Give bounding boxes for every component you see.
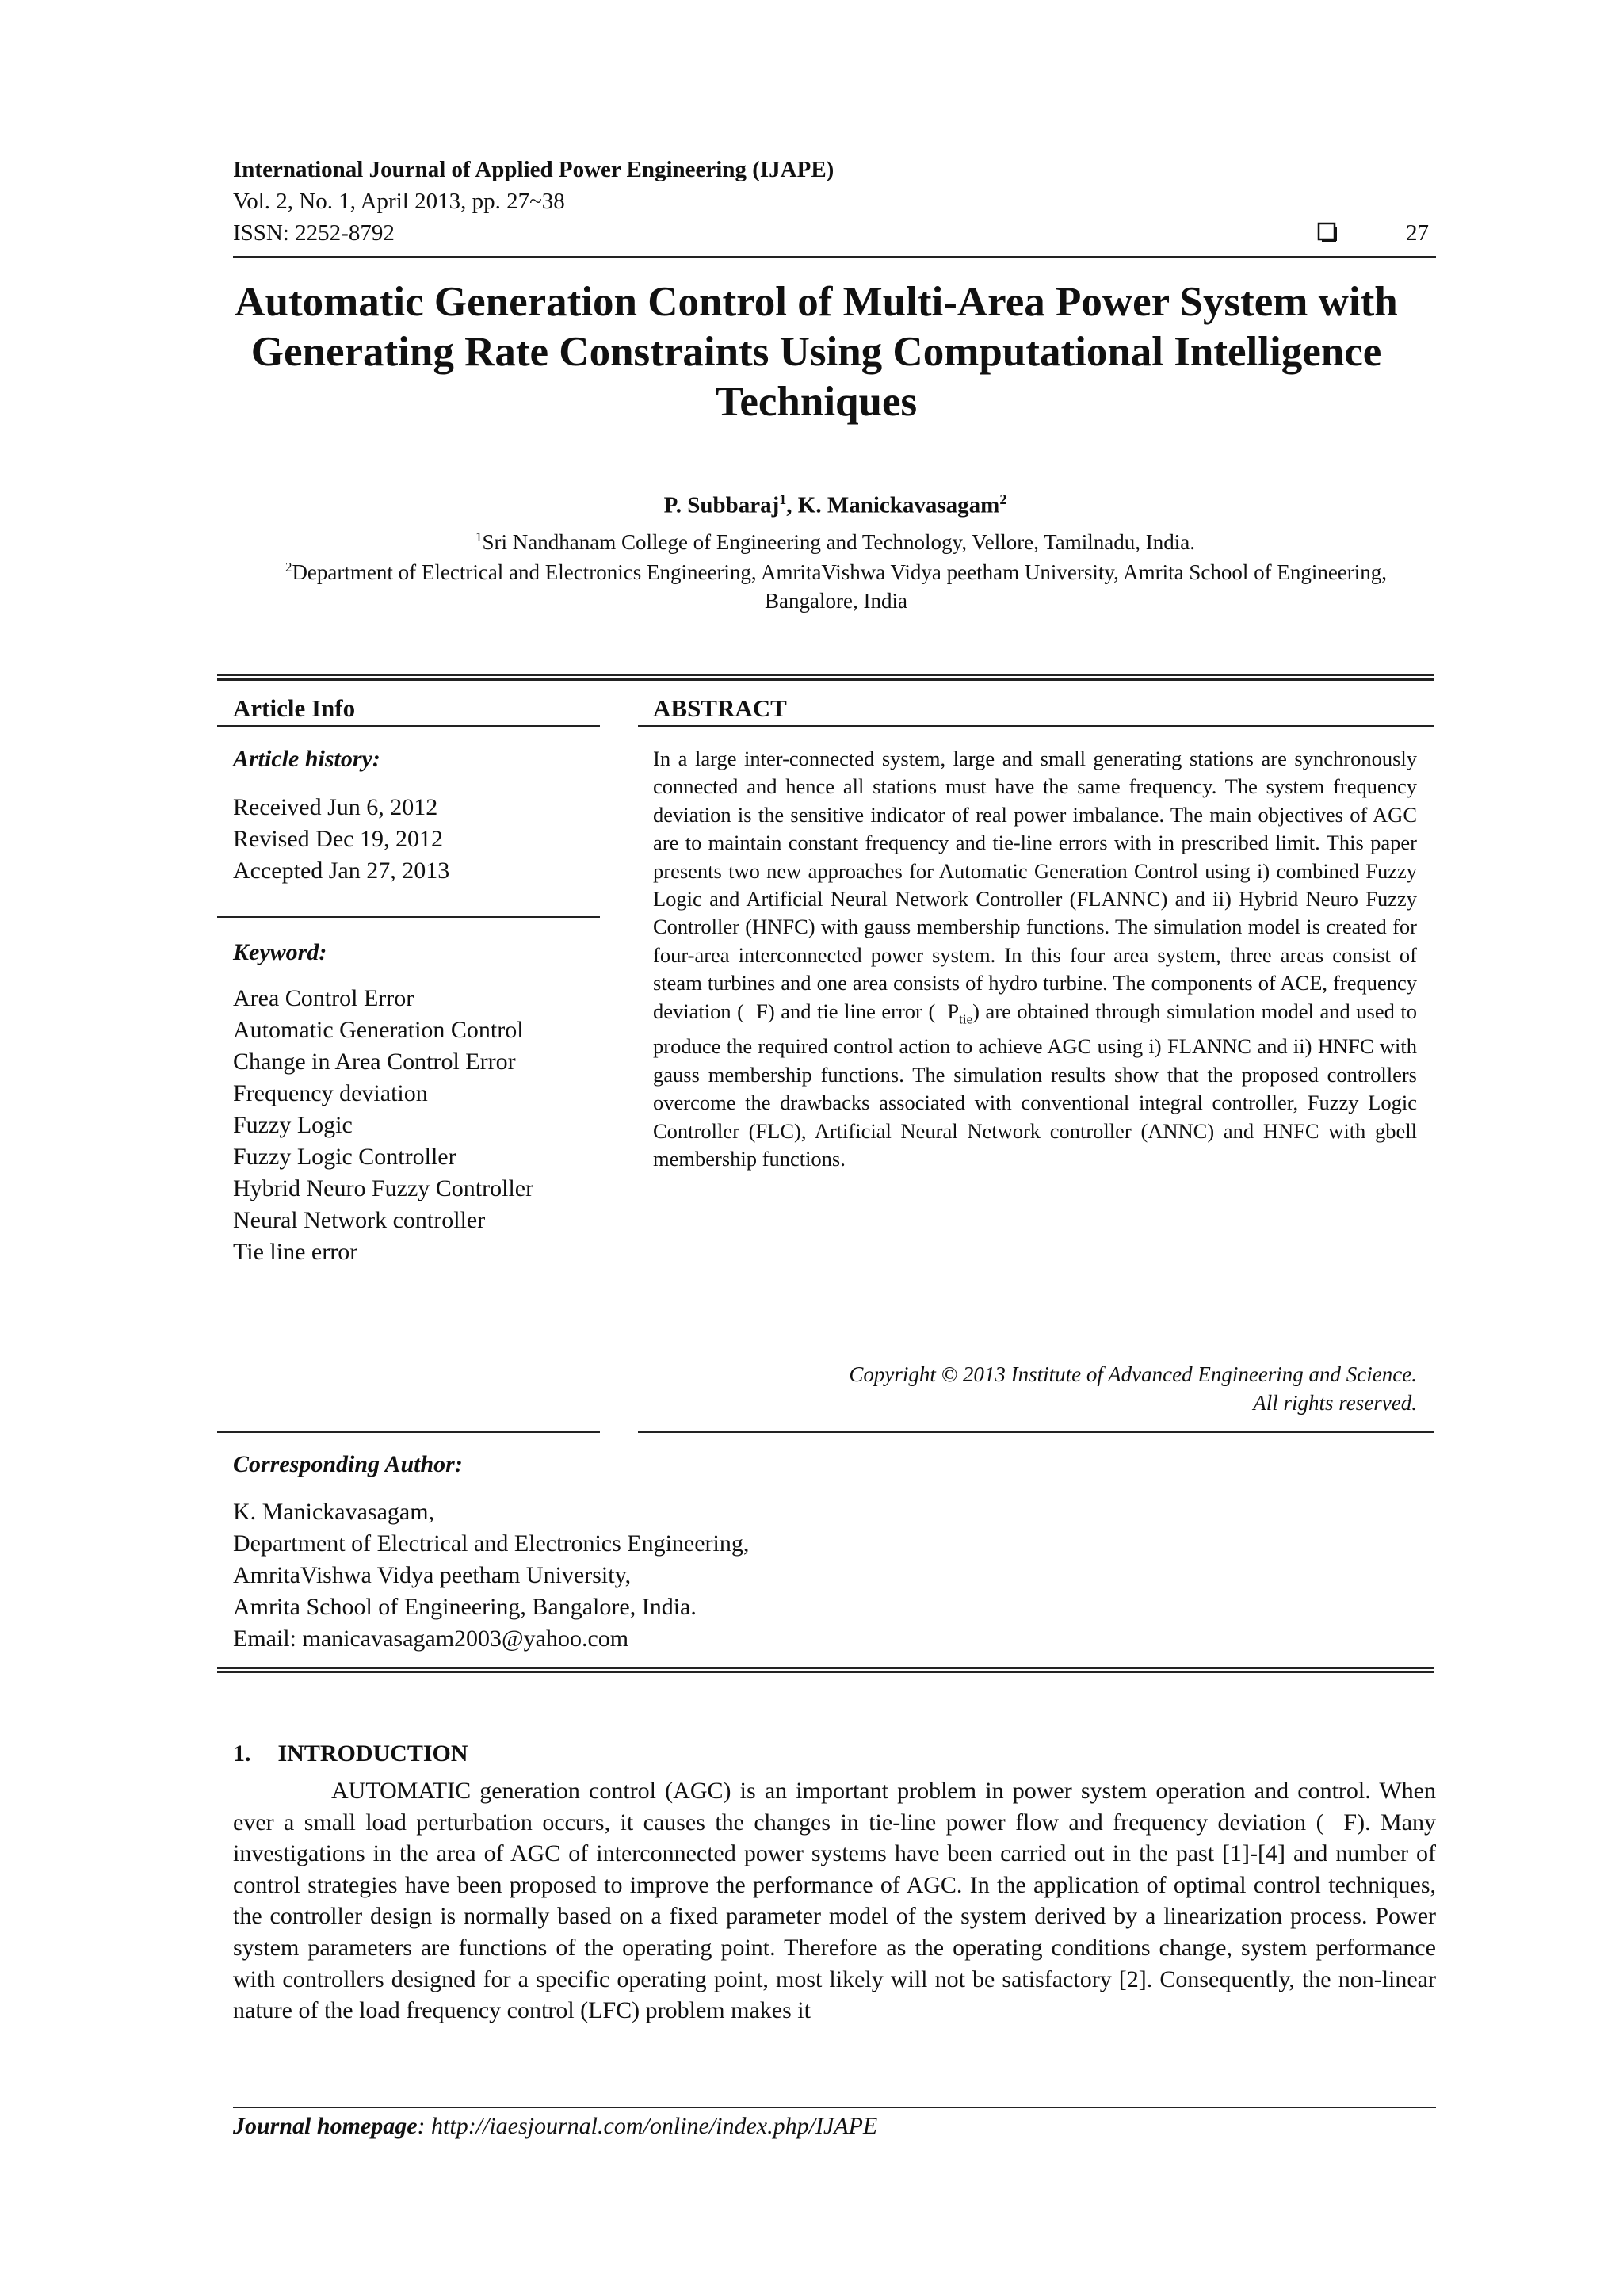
abstract-rule xyxy=(638,725,1434,727)
article-info-heading: Article Info xyxy=(233,694,356,722)
history-received: Received Jun 6, 2012 xyxy=(233,794,438,820)
article-info-rule xyxy=(217,725,600,727)
corresponding-heading: Corresponding Author: xyxy=(233,1451,463,1477)
corresponding-line: Amrita School of Engineering, Bangalore, India. xyxy=(233,1594,697,1620)
intro-heading: 1. INTRODUCTION xyxy=(233,1740,468,1767)
keyword-item: Hybrid Neuro Fuzzy Controller xyxy=(233,1175,534,1201)
history-heading: Article history: xyxy=(233,746,380,772)
keyword-heading: Keyword: xyxy=(233,939,327,965)
journal-volume: Vol. 2, No. 1, April 2013, pp. 27~38 xyxy=(233,189,565,214)
box-top-rule-2 xyxy=(217,678,1434,681)
authors: P. Subbaraj$^1$, K. Manickavasagam$^2$ xyxy=(663,491,1007,518)
author-1: P. Subbaraj xyxy=(663,492,780,518)
keyword-item: Change in Area Control Error xyxy=(233,1049,516,1075)
abstract-body: In a large inter-connected system, large and small generating stations are synchronously connected and hence all stations must have the same frequency. The system frequency deviation is the sensitive indicator of real power imbalance. The main objectives of AGC are to maintain constant frequency and tie-line errors with in prescribed limit. This paper presents two new approaches for Automatic Generation Control using i) combined Fuzzy Logic and Artificial Neural Network Controller (FLANNC) and ii) Hybrid Neuro Fuzzy Controller (HNFC) with gauss membership functions. The simulation model is created for four-area interconnected power system. In this four area system, three areas consist of steam turbines and one area consists of hydro turbine. The components of ACE, frequency deviation ( F) and tie line error ( $P_{tie}$) are obtained through simulation model and used to produce the required control action to achieve AGC using i) FLANNC and ii) HNFC with gauss membership functions. The simulation results show that the proposed controllers overcome the drawbacks associated with conventional integral controller, Fuzzy Logic Controller (FLC), Artificial Neural Network controller (ANNC) and HNFC with gbell membership functions. xyxy=(653,747,1418,1171)
intro-body: AUTOMATIC generation control (AGC) is an important problem in power system operation and control. When ever a small load perturbation occurs, it causes the changes in tie-line power flow and frequency deviation ( F). Many investigations in the area of AGC of interconnected power systems have been carried out in the past [1]-[4] and number of control strategies have been proposed to improve the performance of AGC. In the application of optimal control techniques, the controller design is normally based on a fixed parameter model of the system derived by a linearization process. Power system parameters are functions of the operating point. Therefore as the operating conditions change, system performance with controllers designed for a specific operating point, most likely will not be satisfactory [2]. Consequently, the non-linear nature of the load frequency control (LFC) problem makes it xyxy=(233,1778,1437,2024)
keyword-item: Area Control Error xyxy=(233,985,414,1011)
footer-rule xyxy=(233,2107,1436,2108)
corresponding-line: K. Manickavasagam, xyxy=(233,1499,435,1525)
box-top-rule-1 xyxy=(217,674,1434,676)
abstract-bottom-rule xyxy=(638,1431,1434,1433)
copyright: Copyright © 2013 Institute of Advanced Engineering and Science. All rights reserved. xyxy=(849,1362,1417,1415)
corresponding-line: AmritaVishwa Vidya peetham University, xyxy=(233,1562,632,1588)
keyword-item: Frequency deviation xyxy=(233,1080,428,1106)
square-icon xyxy=(1317,222,1338,243)
header-rule xyxy=(233,256,1436,258)
journal-homepage: Journal homepage: http://iaesjournal.com/online/index.php/IJAPE xyxy=(233,2113,878,2139)
author-2: K. Manickavasagam xyxy=(797,492,1000,518)
affiliation-2: $^2$Department of Electrical and Electronics Engineering, AmritaVishwa Vidya peetham University, Amrita School of Engineering, Bangalore, India xyxy=(285,560,1388,613)
keyword-item: Fuzzy Logic xyxy=(233,1112,353,1138)
history-revised: Revised Dec 19, 2012 xyxy=(233,826,443,852)
keyword-item: Automatic Generation Control xyxy=(233,1017,524,1043)
journal-name: International Journal of Applied Power Engineering (IJAPE) xyxy=(233,157,834,182)
keyword-rule xyxy=(217,916,600,918)
homepage-link[interactable]: : http://iaesjournal.com/online/index.php/IJAPE xyxy=(417,2113,878,2139)
left-bottom-rule xyxy=(217,1431,600,1433)
abstract-heading: ABSTRACT xyxy=(653,694,787,722)
corresponding-line: Department of Electrical and Electronics Engineering, xyxy=(233,1530,750,1557)
journal-issn: ISSN: 2252-8792 xyxy=(233,220,395,246)
box-bottom-rule-1 xyxy=(217,1667,1434,1669)
keyword-item: Fuzzy Logic Controller xyxy=(233,1144,456,1170)
paper-title: Automatic Generation Control of Multi-Area Power System with Generating Rate Constraints Using Computational Intelligence Techniques xyxy=(235,279,1398,425)
affiliation-1: $^1$Sri Nandhanam College of Engineering and Technology, Vellore, Tamilnadu, India. xyxy=(475,529,1195,554)
keyword-item: Neural Network controller xyxy=(233,1207,486,1233)
page-number: 27 xyxy=(1406,220,1429,246)
history-accepted: Accepted Jan 27, 2013 xyxy=(233,858,450,884)
corresponding-email: Email: manicavasagam2003@yahoo.com xyxy=(233,1626,629,1652)
keyword-item: Tie line error xyxy=(233,1239,358,1265)
box-bottom-rule-2 xyxy=(217,1671,1434,1673)
